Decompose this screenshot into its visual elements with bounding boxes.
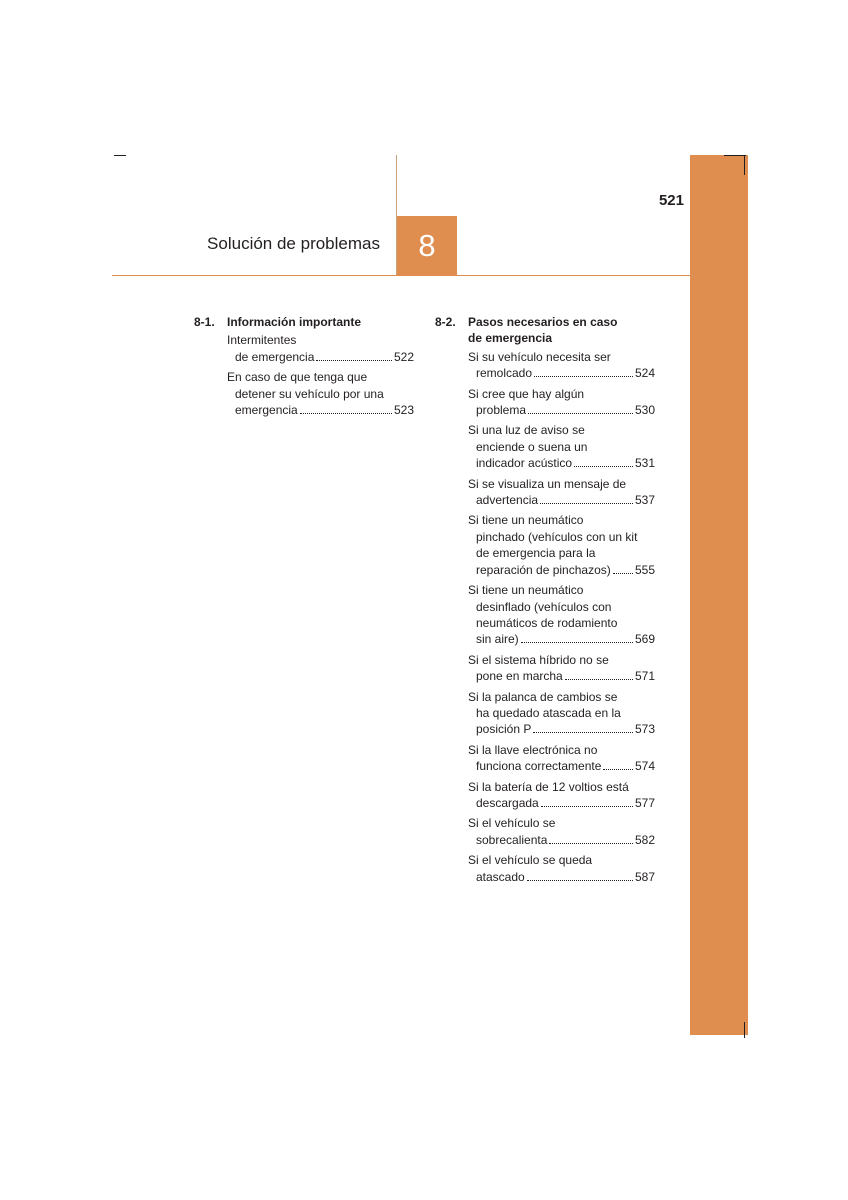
entry-last-line	[227, 349, 414, 365]
section-title	[468, 314, 655, 347]
entry-last-line	[227, 402, 414, 418]
section-title-line: de emergencia	[468, 331, 553, 346]
section-title	[227, 314, 414, 330]
toc-column-right	[435, 314, 655, 889]
entry-text-line: funciona correctamente	[476, 759, 602, 774]
dot-leader	[540, 503, 633, 504]
dot-leader	[528, 413, 633, 414]
entry-text-line: detener su vehículo por una	[235, 386, 384, 401]
entry-last-line	[468, 365, 655, 381]
entry-text-line: Si tiene un neumático	[468, 513, 584, 528]
page-number: 521	[658, 192, 684, 209]
dot-leader	[613, 573, 633, 574]
dot-leader	[565, 679, 633, 680]
entry-text-line: de emergencia	[235, 349, 315, 364]
entry-text-line: Si la batería de 12 voltios está	[468, 779, 629, 794]
dot-leader	[300, 413, 392, 414]
entry-text-line: descargada	[476, 795, 539, 810]
entry-page-number: 531	[634, 456, 655, 471]
dot-leader	[603, 769, 633, 770]
entry-page-number: 574	[634, 759, 655, 774]
toc-entry[interactable]	[468, 742, 655, 775]
entry-last-line	[468, 869, 655, 885]
dot-leader	[533, 732, 633, 733]
dot-leader	[574, 466, 633, 467]
entry-text-line: Si el sistema híbrido no se	[468, 652, 609, 667]
section-heading	[435, 314, 655, 347]
toc-entry[interactable]	[468, 652, 655, 685]
dot-leader	[316, 360, 392, 361]
entry-page-number: 571	[634, 669, 655, 684]
entry-last-line	[468, 402, 655, 418]
entry-page-number: 577	[634, 795, 655, 810]
entry-text-line: emergencia	[235, 403, 298, 418]
toc-column-left	[194, 314, 414, 422]
section-number: 8-2.	[435, 315, 456, 329]
entry-text-line: indicador acústico	[476, 456, 573, 471]
entry-text-line: sin aire)	[476, 632, 519, 647]
entry-last-line	[468, 631, 655, 647]
entry-text-line: desinflado (vehículos con	[476, 599, 612, 614]
toc-entry[interactable]	[227, 369, 414, 418]
entry-text-line: enciende o suena un	[476, 439, 588, 454]
entry-text-line: reparación de pinchazos)	[476, 562, 611, 577]
dot-leader	[549, 843, 633, 844]
toc-entry[interactable]	[468, 582, 655, 648]
entry-page-number: 569	[634, 632, 655, 647]
toc-entry[interactable]	[468, 386, 655, 419]
toc-entry[interactable]	[468, 512, 655, 578]
entry-page-number: 582	[634, 832, 655, 847]
toc-entry[interactable]	[227, 332, 414, 365]
crop-mark-top-right-h	[724, 155, 746, 156]
entry-last-line	[468, 832, 655, 848]
entry-text-line: Si la palanca de cambios se	[468, 689, 618, 704]
dot-leader	[541, 806, 633, 807]
entry-last-line	[468, 795, 655, 811]
entry-page-number: 522	[393, 349, 414, 364]
entry-text-line: Si la llave electrónica no	[468, 742, 598, 757]
chapter-number-box	[397, 216, 457, 276]
entry-last-line	[468, 758, 655, 774]
entry-text-line: de emergencia para la	[476, 546, 596, 561]
entry-text-line: Si su vehículo necesita ser	[468, 349, 611, 364]
crop-mark-top-left	[114, 155, 126, 156]
section-title-line: Información importante	[227, 315, 362, 329]
entry-text-line: pone en marcha	[476, 669, 563, 684]
entry-page-number: 573	[634, 722, 655, 737]
entry-text-line: Si se visualiza un mensaje de	[468, 476, 627, 491]
entry-text-line: remolcado	[476, 366, 533, 381]
entry-text-line: posición P	[476, 722, 532, 737]
entry-page-number: 523	[393, 403, 414, 418]
entry-text-line: sobrecalienta	[476, 832, 548, 847]
entry-last-line	[468, 492, 655, 508]
entry-text-line: Si el vehículo se queda	[468, 853, 593, 868]
entry-page-number: 537	[634, 493, 655, 508]
chapter-tab-bar	[690, 155, 748, 1035]
dot-leader	[521, 642, 633, 643]
toc-entry[interactable]	[468, 779, 655, 812]
entry-text-line: Si tiene un neumático	[468, 583, 584, 598]
dot-leader	[527, 880, 633, 881]
entry-text-line: neumáticos de rodamiento	[476, 615, 618, 630]
entry-last-line	[468, 721, 655, 737]
toc-entry[interactable]	[468, 422, 655, 471]
entry-text-line: problema	[476, 403, 527, 418]
entry-text-line: advertencia	[476, 493, 539, 508]
entry-page-number: 555	[634, 562, 655, 577]
toc-entry[interactable]	[468, 852, 655, 885]
entry-text-line: Si cree que hay algún	[468, 386, 585, 401]
toc-entry[interactable]	[468, 476, 655, 509]
entry-text-line: pinchado (vehículos con un kit	[476, 529, 638, 544]
entry-last-line	[468, 455, 655, 471]
section-title-line: Pasos necesarios en caso	[468, 315, 618, 329]
crop-mark-top-right-v	[744, 155, 745, 175]
entry-page-number: 587	[634, 869, 655, 884]
entry-text-line: Si una luz de aviso se	[468, 423, 585, 438]
section-number: 8-1.	[194, 315, 215, 329]
toc-entry[interactable]	[468, 689, 655, 738]
chapter-title: Solución de problemas	[207, 234, 380, 253]
chapter-number: 8	[418, 228, 436, 263]
toc-entry[interactable]	[468, 349, 655, 382]
entry-text-line: Intermitentes	[227, 333, 297, 348]
entry-last-line	[468, 668, 655, 684]
entry-page-number: 530	[634, 403, 655, 418]
dot-leader	[534, 376, 633, 377]
toc-entry[interactable]	[468, 815, 655, 848]
entry-text-line: ha quedado atascada en la	[476, 705, 621, 720]
crop-mark-bottom-right-v	[744, 1022, 745, 1038]
entry-text-line: atascado	[476, 869, 525, 884]
entry-text-line: Si el vehículo se	[468, 816, 556, 831]
entry-text-line: En caso de que tenga que	[227, 370, 368, 385]
entry-last-line	[468, 562, 655, 578]
section-heading	[194, 314, 414, 330]
entry-page-number: 524	[634, 366, 655, 381]
